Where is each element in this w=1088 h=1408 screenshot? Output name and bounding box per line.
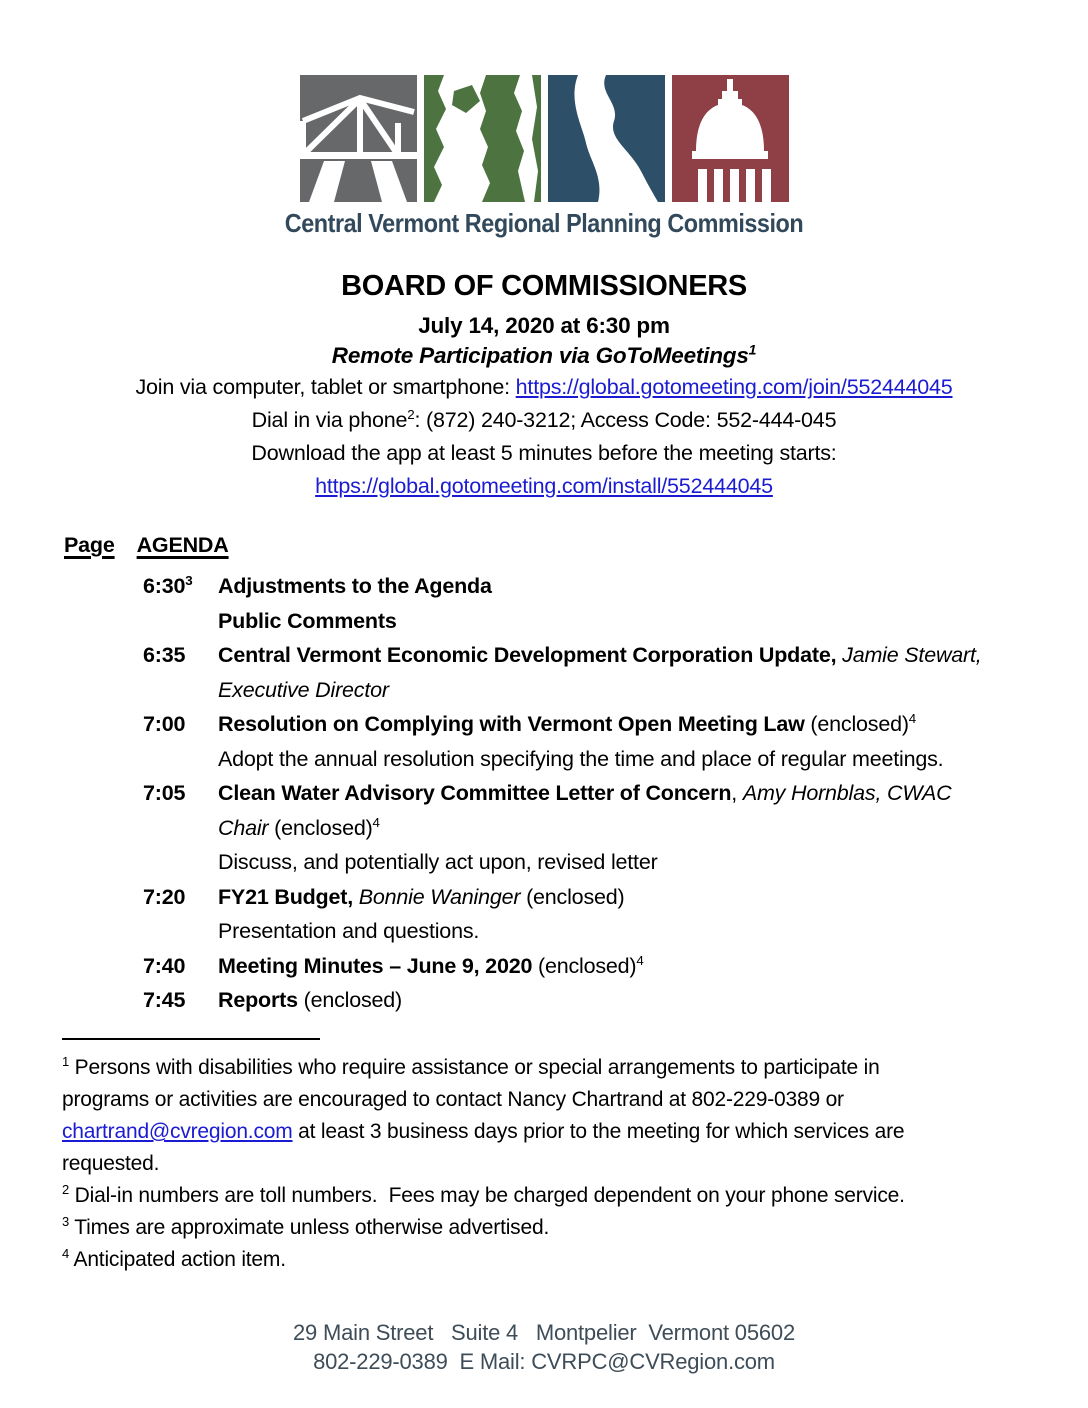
agenda-line	[218, 845, 1038, 880]
text-run: Discuss, and potentially act upon, revised letter	[218, 850, 658, 874]
cvrpc-logo	[0, 75, 1088, 239]
text-run: Amy Hornblas, CWAC	[742, 781, 952, 805]
agenda-item-text	[218, 880, 1038, 949]
install-line	[0, 470, 1088, 503]
text-run: requested.	[62, 1152, 160, 1175]
text-run: Presentation and questions.	[218, 919, 480, 943]
agenda-item-text	[218, 707, 1038, 776]
agenda-line	[218, 742, 1038, 777]
text-run: Bonnie Waninger	[358, 884, 521, 909]
footnote-line	[62, 1116, 1032, 1148]
logo-panels	[0, 75, 1088, 202]
agenda-item	[143, 638, 1038, 707]
text-run: Clean Water Advisory Committee Letter of Concern	[218, 781, 732, 805]
text-run: Anticipated action item.	[69, 1248, 286, 1271]
dial-prefix: Dial in via phone	[251, 408, 408, 432]
agenda-line	[218, 707, 1038, 742]
agenda-line	[218, 569, 1038, 604]
footnote-ref-1: 1	[62, 1054, 70, 1069]
page-footer	[0, 1318, 1088, 1376]
meeting-header	[0, 270, 1088, 503]
agenda-time: 7:00	[143, 712, 186, 736]
agenda-time: 6:35	[143, 643, 186, 667]
remote-text: Remote Participation via GoToMeetings	[331, 343, 749, 368]
text-run: Dial-in numbers are toll numbers. Fees may be charged dependent on your phone service.	[69, 1184, 905, 1207]
remote-participation-line	[0, 341, 1088, 371]
text-run: Chair	[218, 815, 269, 840]
text-run: Central Vermont Economic Development Corporation Update	[218, 643, 831, 667]
agenda-heading: AGENDA	[136, 533, 229, 557]
agenda-time: $6:30^3$	[143, 572, 193, 598]
agenda-head	[64, 533, 1038, 558]
agenda-time	[143, 604, 218, 639]
footnote-separator	[62, 1038, 320, 1040]
text-run: Reports	[218, 988, 298, 1012]
text-run: ,	[731, 781, 743, 805]
install-app-link[interactable]: https://global.gotomeeting.com/install/552444045	[315, 474, 773, 498]
agenda-line	[218, 776, 1038, 811]
footnote-ref-1: 1	[748, 341, 757, 358]
agenda-item	[143, 983, 1038, 1018]
join-line	[0, 371, 1088, 404]
text-run: Executive Director	[218, 677, 389, 702]
footnote-line	[62, 1052, 1032, 1084]
agenda-time: 7:45	[143, 988, 186, 1012]
text-run: FY21 Budget	[218, 884, 348, 909]
dial-suffix: : (872) 240-3212; Access Code: 552-444-045	[414, 408, 837, 432]
logo-wordmark: Central Vermont Regional Planning Commission	[284, 208, 804, 238]
footnotes-section	[62, 1038, 1032, 1276]
footnote-ref-4: 4	[636, 952, 644, 968]
text-run: (enclosed)	[268, 815, 373, 840]
capitol-dome-icon	[672, 75, 789, 202]
document-title: BOARD OF COMMISSIONERS	[341, 270, 747, 302]
footnote-ref-4: 4	[908, 710, 917, 726]
vermont-map-icon	[424, 75, 541, 202]
agenda-item	[143, 880, 1038, 949]
agenda-line	[218, 983, 1038, 1018]
agenda-item-text	[218, 604, 1038, 639]
footnote-ref-3: 3	[62, 1214, 70, 1229]
download-line: Download the app at least 5 minutes before the meeting starts:	[251, 441, 837, 465]
agenda-line	[218, 673, 1038, 708]
text-run: Jamie Stewart,	[842, 643, 982, 667]
agenda-time: 7:40	[143, 953, 186, 978]
agenda-time: 7:05	[143, 781, 186, 805]
text-run: Public Comments	[218, 608, 397, 633]
agenda-item	[143, 569, 1038, 604]
agenda-item	[143, 776, 1038, 880]
winding-river-icon	[548, 75, 665, 202]
text-run: Resolution on Complying with Vermont Open Meeting Law	[218, 712, 805, 736]
footnote-line	[62, 1148, 1032, 1180]
text-run: (enclosed)	[297, 988, 402, 1012]
agenda-section	[64, 533, 1038, 1018]
text-run: Adjustments to the Agenda	[218, 574, 492, 598]
footnote-list	[62, 1052, 1032, 1276]
agenda-list	[143, 569, 1038, 1018]
footer-contact: 802-229-0389 E Mail: CVRPC@CVRegion.com	[313, 1349, 775, 1374]
footnote-line	[62, 1180, 1032, 1212]
footnote-1	[62, 1052, 1032, 1180]
join-meeting-link[interactable]: https://global.gotomeeting.com/join/552444045	[515, 375, 953, 399]
footnote-4	[62, 1244, 1032, 1276]
agenda-item-text	[218, 776, 1038, 880]
truss-bridge-icon	[300, 75, 417, 202]
agenda-time: 7:20	[143, 884, 186, 909]
chartrand-email-link[interactable]: chartrand@cvregion.com	[62, 1120, 293, 1143]
text-run: programs or activities are encouraged to contact Nancy Chartrand at 802-229-0389 or	[62, 1088, 844, 1111]
meeting-datetime: July 14, 2020 at 6:30 pm	[418, 313, 670, 338]
agenda-line	[218, 880, 1038, 915]
text-run: Meeting Minutes – June 9, 2020	[218, 953, 533, 978]
text-run: Adopt the annual resolution specifying the time and place of regular meetings.	[218, 746, 944, 771]
agenda-line	[218, 604, 1038, 639]
dial-line	[0, 404, 1088, 437]
page-column-label: Page	[64, 533, 115, 557]
footnote-2	[62, 1180, 1032, 1212]
text-run: at least 3 business days prior to the meeting for which services are	[292, 1120, 905, 1143]
footnote-ref-2: 2	[407, 406, 415, 422]
agenda-item	[143, 949, 1038, 984]
agenda-item-text	[218, 949, 1038, 984]
agenda-line	[218, 638, 1038, 673]
footer-address: 29 Main Street Suite 4 Montpelier Vermont 05602	[292, 1320, 795, 1345]
agenda-item-text	[218, 569, 1038, 604]
text-run: ,	[347, 884, 359, 909]
text-run: (enclosed)	[804, 712, 909, 736]
agenda-line	[218, 949, 1038, 984]
agenda-line	[218, 811, 1038, 846]
footnote-ref-4: 4	[62, 1246, 70, 1261]
agenda-item	[143, 707, 1038, 776]
footnote-ref-2: 2	[62, 1182, 70, 1197]
text-run: (enclosed)	[520, 884, 625, 909]
footnote-3	[62, 1212, 1032, 1244]
text-run: ,	[830, 643, 843, 667]
footnote-line	[62, 1212, 1032, 1244]
footnote-line	[62, 1244, 1032, 1276]
text-run: (enclosed)	[532, 953, 637, 978]
footnote-ref-4: 4	[372, 814, 380, 830]
agenda-line	[218, 914, 1038, 949]
join-prefix: Join via computer, tablet or smartphone:	[135, 375, 516, 399]
text-run: Times are approximate unless otherwise advertised.	[69, 1216, 550, 1239]
agenda-item-text	[218, 638, 1038, 707]
footnote-line	[62, 1084, 1032, 1116]
text-run: Persons with disabilities who require assistance or special arrangements to participate in	[69, 1056, 880, 1079]
agenda-item	[143, 604, 1038, 639]
agenda-item-text	[218, 983, 1038, 1018]
